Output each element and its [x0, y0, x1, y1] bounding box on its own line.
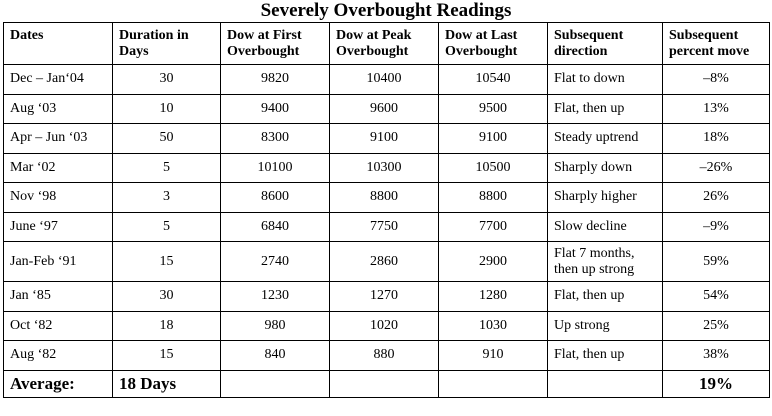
cell-dow-last: 8800: [439, 183, 548, 213]
average-duration: 18 Days: [113, 370, 221, 397]
cell-duration: 30: [113, 65, 221, 95]
table-row: [4, 183, 770, 213]
cell-percent: 13%: [663, 94, 770, 124]
header-percent: Subsequent percent move: [663, 23, 770, 65]
cell-dates: Apr – Jun ‘03: [4, 124, 113, 154]
cell-dow-peak: 9100: [330, 124, 439, 154]
cell-direction: Flat, then up: [548, 341, 663, 371]
header-duration: Duration in Days: [113, 23, 221, 65]
cell-direction: Up strong: [548, 311, 663, 341]
average-empty-cell: [221, 370, 330, 397]
cell-direction: Flat, then up: [548, 282, 663, 312]
cell-duration: 5: [113, 153, 221, 183]
table-row: [4, 311, 770, 341]
cell-dates: Oct ‘82: [4, 311, 113, 341]
cell-dates: Mar ‘02: [4, 153, 113, 183]
cell-duration: 18: [113, 311, 221, 341]
table-row: [4, 212, 770, 242]
cell-dow-first: 6840: [221, 212, 330, 242]
cell-dow-last: 910: [439, 341, 548, 371]
cell-dow-last: 2900: [439, 242, 548, 282]
cell-percent: 38%: [663, 341, 770, 371]
cell-direction: Flat 7 months, then up strong: [548, 242, 663, 282]
cell-direction: Flat to down: [548, 65, 663, 95]
cell-direction: Steady uptrend: [548, 124, 663, 154]
cell-dow-first: 840: [221, 341, 330, 371]
table-row: [4, 94, 770, 124]
cell-dates: Dec – Jan‘04: [4, 65, 113, 95]
average-row: [4, 370, 770, 397]
cell-dow-first: 10100: [221, 153, 330, 183]
cell-dow-peak: 10400: [330, 65, 439, 95]
table-body: [4, 65, 770, 371]
cell-dates: June ‘97: [4, 212, 113, 242]
cell-dow-first: 8300: [221, 124, 330, 154]
cell-dow-first: 2740: [221, 242, 330, 282]
cell-duration: 15: [113, 341, 221, 371]
average-empty-cell: [439, 370, 548, 397]
cell-percent: –26%: [663, 153, 770, 183]
header-dow-first: Dow at First Overbought: [221, 23, 330, 65]
cell-dow-last: 1030: [439, 311, 548, 341]
cell-dow-peak: 10300: [330, 153, 439, 183]
header-direction: Subsequent direction: [548, 23, 663, 65]
cell-dow-last: 10500: [439, 153, 548, 183]
cell-duration: 15: [113, 242, 221, 282]
cell-percent: –9%: [663, 212, 770, 242]
cell-direction: Sharply down: [548, 153, 663, 183]
cell-dow-peak: 1270: [330, 282, 439, 312]
cell-percent: 26%: [663, 183, 770, 213]
cell-dow-first: 9820: [221, 65, 330, 95]
cell-dates: Aug ‘03: [4, 94, 113, 124]
table-row: [4, 153, 770, 183]
cell-dow-peak: 2860: [330, 242, 439, 282]
cell-direction: Sharply higher: [548, 183, 663, 213]
cell-dow-peak: 7750: [330, 212, 439, 242]
average-empty-cell: [330, 370, 439, 397]
cell-dow-last: 1280: [439, 282, 548, 312]
cell-percent: 54%: [663, 282, 770, 312]
average-percent: 19%: [663, 370, 770, 397]
cell-dates: Jan-Feb ‘91: [4, 242, 113, 282]
cell-dow-last: 9100: [439, 124, 548, 154]
cell-dates: Jan ‘85: [4, 282, 113, 312]
cell-dow-last: 7700: [439, 212, 548, 242]
cell-direction: Slow decline: [548, 212, 663, 242]
cell-dow-peak: 880: [330, 341, 439, 371]
cell-duration: 10: [113, 94, 221, 124]
cell-duration: 3: [113, 183, 221, 213]
average-label: Average:: [4, 370, 113, 397]
table-title: Severely Overbought Readings: [260, 0, 512, 21]
table-row: [4, 242, 770, 282]
cell-percent: 18%: [663, 124, 770, 154]
cell-percent: 59%: [663, 242, 770, 282]
cell-dow-first: 8600: [221, 183, 330, 213]
cell-dow-peak: 1020: [330, 311, 439, 341]
cell-percent: 25%: [663, 311, 770, 341]
cell-dow-first: 1230: [221, 282, 330, 312]
cell-dow-peak: 8800: [330, 183, 439, 213]
cell-duration: 5: [113, 212, 221, 242]
table-row: [4, 282, 770, 312]
header-dow-last: Dow at Last Overbought: [439, 23, 548, 65]
average-empty-cell: [548, 370, 663, 397]
cell-dow-first: 980: [221, 311, 330, 341]
header-dow-peak: Dow at Peak Overbought: [330, 23, 439, 65]
cell-duration: 30: [113, 282, 221, 312]
cell-dow-last: 10540: [439, 65, 548, 95]
cell-dow-peak: 9600: [330, 94, 439, 124]
table-row: [4, 65, 770, 95]
header-row: [4, 23, 770, 65]
cell-direction: Flat, then up: [548, 94, 663, 124]
cell-dates: Nov ‘98: [4, 183, 113, 213]
table-row: [4, 124, 770, 154]
header-dates: Dates: [4, 23, 113, 65]
overbought-table: [3, 22, 770, 398]
cell-dow-first: 9400: [221, 94, 330, 124]
cell-duration: 50: [113, 124, 221, 154]
cell-percent: –8%: [663, 65, 770, 95]
cell-dow-last: 9500: [439, 94, 548, 124]
cell-dates: Aug ‘82: [4, 341, 113, 371]
table-row: [4, 341, 770, 371]
